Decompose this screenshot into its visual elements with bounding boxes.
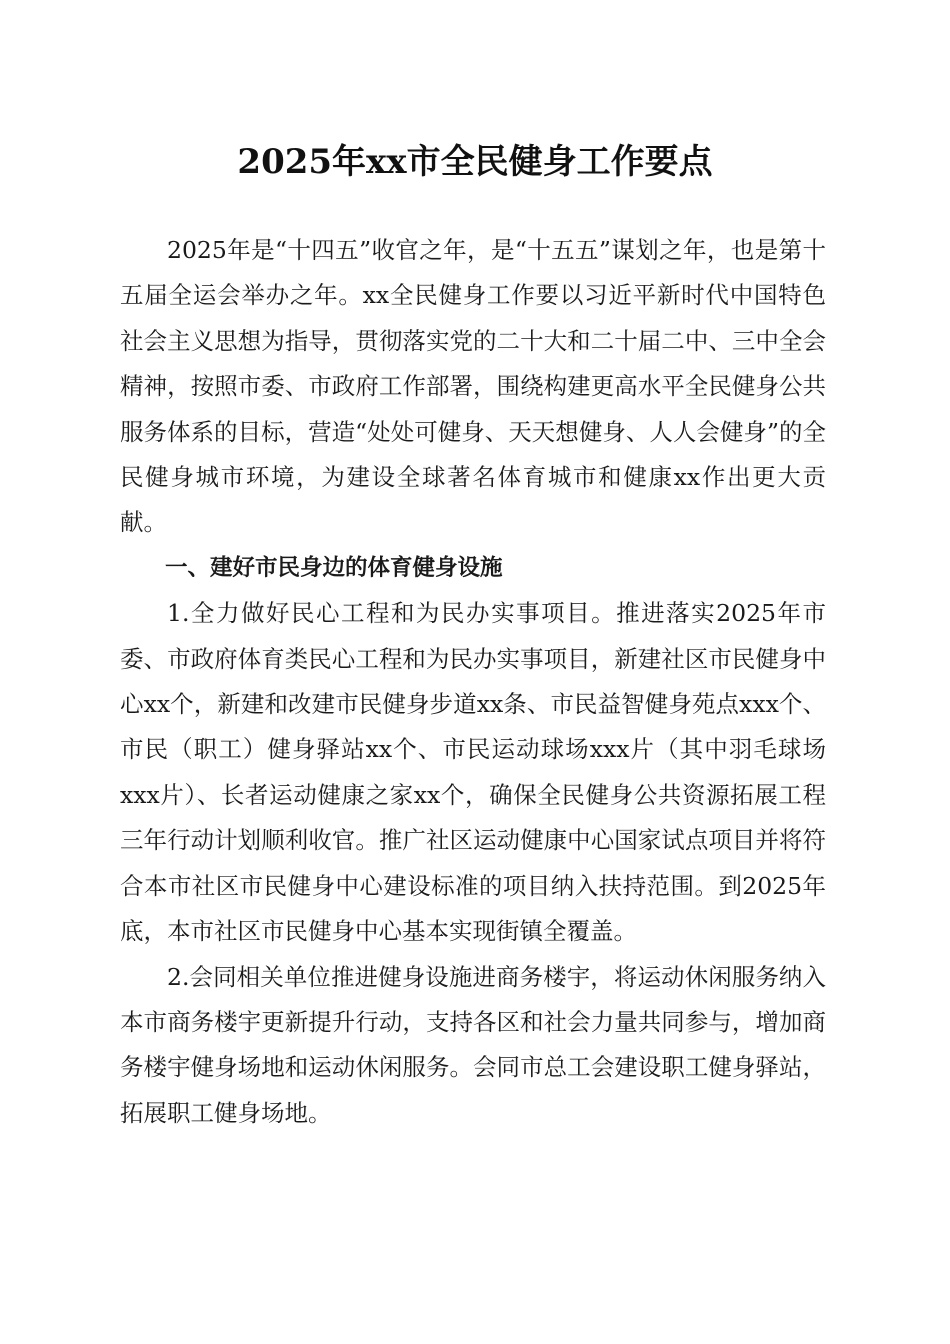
document-body [120, 228, 826, 1136]
intro-paragraph: 2025年是“十四五”收官之年，是“十五五”谋划之年，也是第十五届全运会举办之年。xx全民健身工作要以习近平新时代中国特色社会主义思想为指导，贯彻落实党的二十大和二十届二中、三中全会精神，按照市委、市政府工作部署，围绕构建更高水平全民健身公共服务体系的目标，营造“处处可健身、天天想健身、人人会健身”的全民健身城市环境，为建设全球著名体育城市和健康xx作出更大贡献。 [120, 236, 826, 537]
item-1-paragraph: 1.全力做好民心工程和为民办实事项目。推进落实2025年市委、市政府体育类民心工程和为民办实事项目，新建社区市民健身中心xx个，新建和改建市民健身步道xx条、市民益智健身苑点xxx个、市民（职工）健身驿站xx个、市民运动球场xxx片（其中羽毛球场xxx片）、长者运动健康之家xx个，确保全民健身公共资源拓展工程三年行动计划顺利收官。推广社区运动健康中心国家试点项目并将符合本市社区市民健身中心建设标准的项目纳入扶持范围。到2025年底，本市社区市民健身中心基本实现街镇全覆盖。 [120, 599, 826, 946]
item-2-paragraph: 2.会同相关单位推进健身设施进商务楼宇，将运动休闲服务纳入本市商务楼宇更新提升行动，支持各区和社会力量共同参与，增加商务楼宇健身场地和运动休闲服务。会同市总工会建设职工健身驿站，拓展职工健身场地。 [120, 962, 826, 1127]
section-heading: 一、建好市民身边的体育健身设施 [165, 554, 503, 581]
document-title: 2025年xx市全民健身工作要点 [237, 142, 713, 182]
